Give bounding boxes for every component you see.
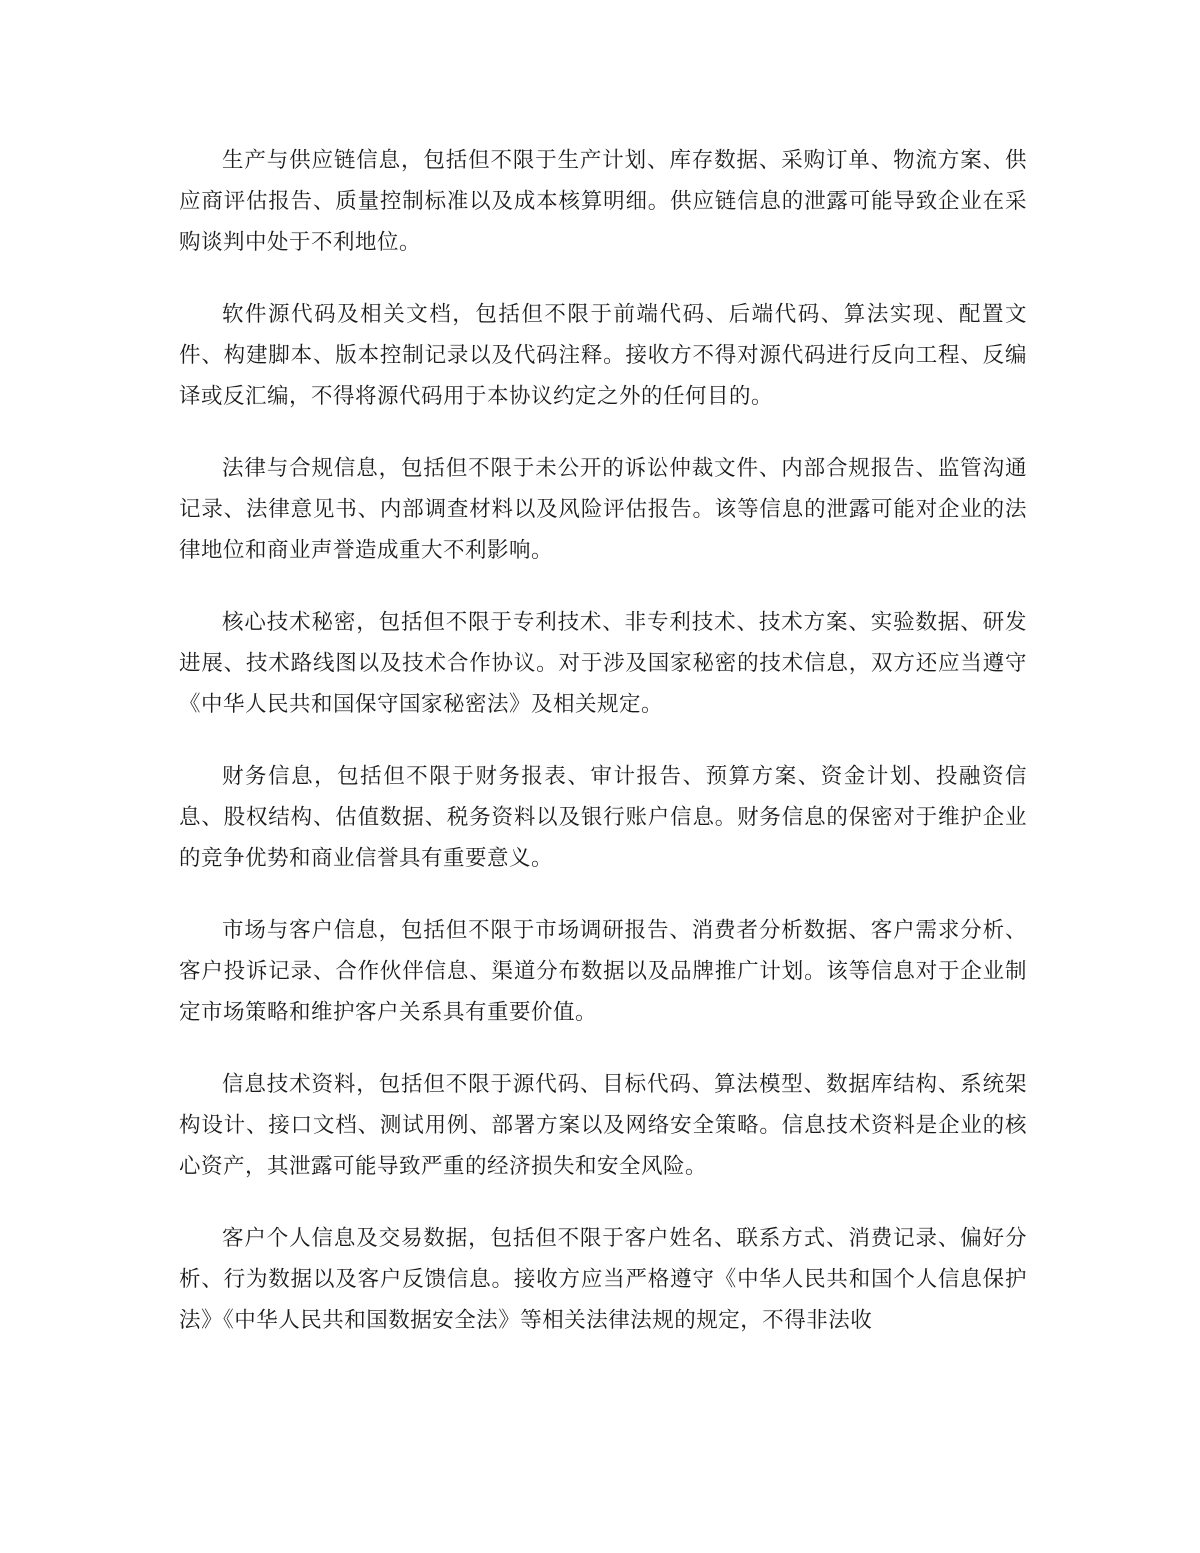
paragraph-supply-chain: 生产与供应链信息，包括但不限于生产计划、库存数据、采购订单、物流方案、供应商评估报告、质量控制标准以及成本核算明细。供应链信息的泄露可能导致企业在采购谈判中处于不利地位。 <box>179 148 1027 255</box>
paragraph-legal-compliance: 法律与合规信息，包括但不限于未公开的诉讼仲裁文件、内部合规报告、监管沟通记录、法律意见书、内部调查材料以及风险评估报告。该等信息的泄露可能对企业的法律地位和商业声誉造成重大不利影响。 <box>179 456 1027 563</box>
paragraph-source-code: 软件源代码及相关文档，包括但不限于前端代码、后端代码、算法实现、配置文件、构建脚本、版本控制记录以及代码注释。接收方不得对源代码进行反向工程、反编译或反汇编，不得将源代码用于本协议约定之外的任何目的。 <box>179 302 1027 409</box>
document-body <box>179 140 1027 1372</box>
paragraph-financial: 财务信息，包括但不限于财务报表、审计报告、预算方案、资金计划、投融资信息、股权结构、估值数据、税务资料以及银行账户信息。财务信息的保密对于维护企业的竞争优势和商业信誉具有重要意义。 <box>179 764 1027 871</box>
paragraph-it-materials: 信息技术资料，包括但不限于源代码、目标代码、算法模型、数据库结构、系统架构设计、接口文档、测试用例、部署方案以及网络安全策略。信息技术资料是企业的核心资产，其泄露可能导致严重的经济损失和安全风险。 <box>179 1072 1027 1179</box>
paragraph-market-customer: 市场与客户信息，包括但不限于市场调研报告、消费者分析数据、客户需求分析、客户投诉记录、合作伙伴信息、渠道分布数据以及品牌推广计划。该等信息对于企业制定市场策略和维护客户关系具有重要价值。 <box>179 918 1027 1025</box>
paragraph-core-technology: 核心技术秘密，包括但不限于专利技术、非专利技术、技术方案、实验数据、研发进展、技术路线图以及技术合作协议。对于涉及国家秘密的技术信息，双方还应当遵守《中华人民共和国保守国家秘密法》及相关规定。 <box>179 610 1027 717</box>
paragraph-personal-data: 客户个人信息及交易数据，包括但不限于客户姓名、联系方式、消费记录、偏好分析、行为数据以及客户反馈信息。接收方应当严格遵守《中华人民共和国个人信息保护法》《中华人民共和国数据安全法》等相关法律法规的规定，不得非法收 <box>179 1226 1027 1333</box>
